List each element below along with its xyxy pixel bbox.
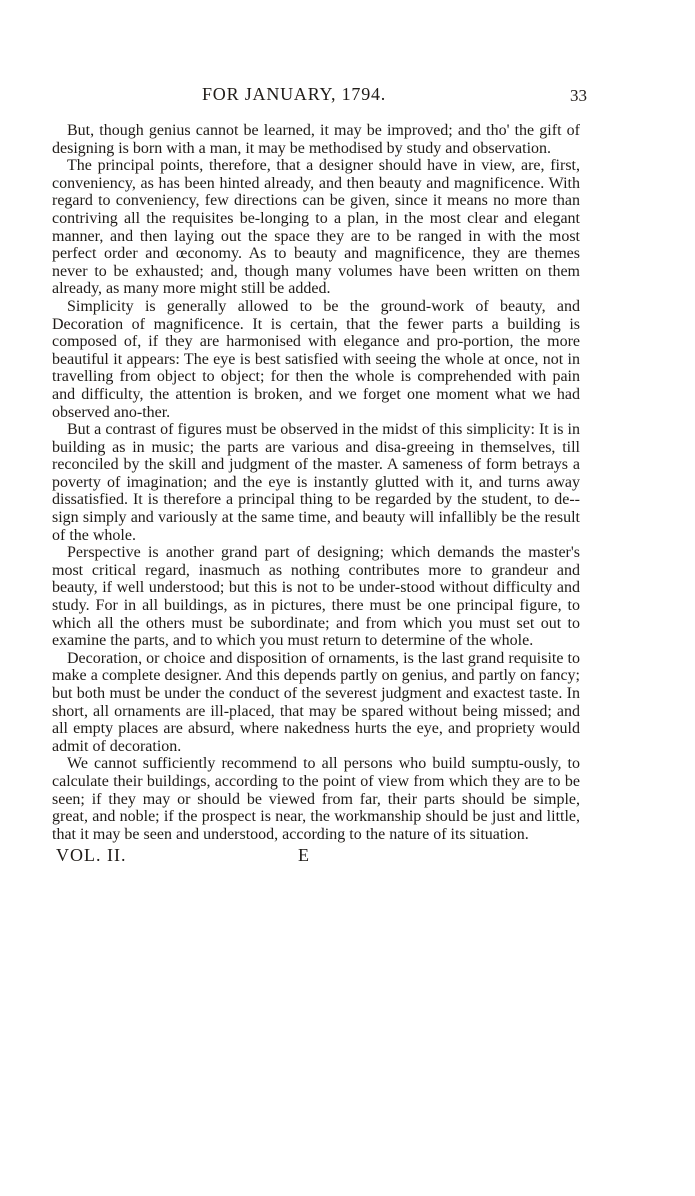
body-text [52, 122, 580, 843]
page-number: 33 [570, 86, 587, 105]
volume-mark: VOL. II. [56, 845, 127, 866]
page-footer [52, 845, 580, 873]
page-header [52, 84, 587, 114]
paragraph: Decoration, or choice and disposition of ornaments, is the last grand requisite to make a complete designer. And this depends partly on genius, and partly on fancy; but both must be under the conduct of the severest judgment and exactest taste. In short, all ornaments are ill-placed, that may be spared without being missed; and all empty places are absurd, where nakedness hurts the eye, and propriety would admit of decoration. [52, 649, 580, 755]
running-head: FOR JANUARY, 1794. [202, 84, 387, 104]
paragraph: But a contrast of figures must be observed in the midst of this simplicity: It is in building as in music; the parts are various and disa-greeing in themselves, till reconciled by the skill and judgment of the master. A sameness of form betrays a poverty of imagination; and the eye is instantly glutted with it, and turns away dissatisfied. It is therefore a principal thing to be regarded by the student, to de-sign simply and variously at the same time, and beauty will infallibly be the result of the whole. [52, 421, 580, 544]
signature-mark: E [298, 845, 309, 866]
paragraph: Simplicity is generally allowed to be the ground-work of beauty, and Decoration of magnificence. It is certain, that the fewer parts a building is composed of, if they are harmonised with elegance and pro-portion, the more beautiful it appears: The eye is best satisfied with seeing the whole at once, not in travelling from object to object; for then the whole is comprehended with pain and difficulty, the attention is broken, and we forget one moment what we had observed ano-ther. [52, 297, 580, 421]
paragraph: The principal points, therefore, that a designer should have in view, are, first, conveniency, as has been hinted already, and then beauty and magnificence. With regard to conveniency, few directions can be given, since it means no more than contriving all the requisites be-longing to a plan, in the most clear and elegant manner, and then laying out the space they are to be ranged in with the most perfect order and œconomy. As to beauty and magnificence, they are themes never to be exhausted; and, though many volumes have been written on them already, as many more might still be added. [52, 157, 580, 298]
paragraph: Perspective is another grand part of designing; which demands the master's most critical regard, inasmuch as nothing contributes more to grandeur and beauty, if well understood; but this is not to be under-stood without difficulty and study. For in all buildings, as in pictures, there must be one principal figure, to which all the others must be subordinate; and from which you must set out to examine the parts, and to which you must return to determine of the whole. [52, 544, 580, 650]
paragraph: But, though genius cannot be learned, it may be improved; and tho' the gift of designing is born with a man, it may be methodised by study and observation. [52, 122, 580, 157]
paragraph: We cannot sufficiently recommend to all persons who build sumptu-ously, to calculate their buildings, according to the point of view from which they are to be seen; if they may or should be viewed from far, their parts should be simple, great, and noble; if the prospect is near, the workmanship should be just and little, that it may be seen and understood, according to the nature of its situation. [52, 755, 580, 843]
book-page [52, 84, 587, 873]
